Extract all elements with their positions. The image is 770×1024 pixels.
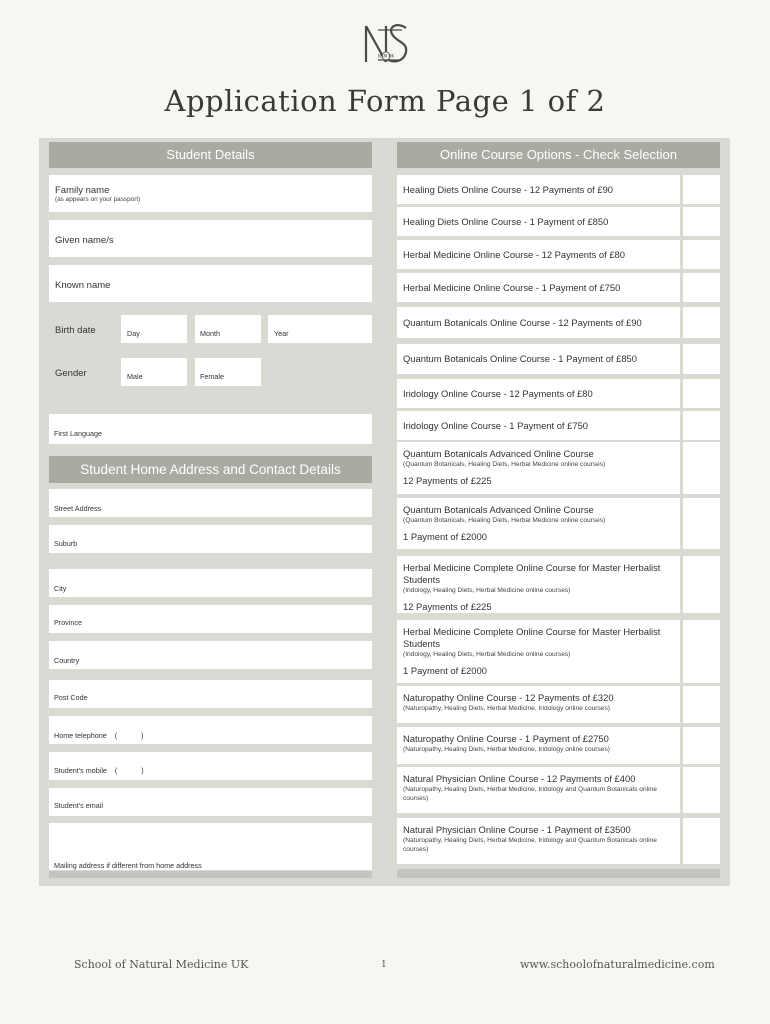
course-option bbox=[397, 686, 680, 723]
course-name: Healing Diets Online Course - 12 Payments of £90 bbox=[403, 184, 614, 195]
address-heading: Student Home Address and Contact Details bbox=[49, 456, 372, 483]
course-option bbox=[397, 344, 680, 374]
country-field[interactable] bbox=[49, 641, 372, 669]
post-code-field[interactable] bbox=[49, 680, 372, 708]
course-select-checkbox[interactable] bbox=[683, 442, 720, 494]
course-includes: (Naturopathy, Healing Diets, Herbal Medicine, Iridology online courses) bbox=[403, 746, 610, 753]
course-option bbox=[397, 727, 680, 764]
course-includes: (Iridology, Healing Diets, Herbal Medicine online courses) bbox=[403, 587, 571, 594]
course-name: Natural Physician Online Course - 12 Payments of £400 bbox=[403, 773, 636, 784]
course-select-checkbox[interactable] bbox=[683, 727, 720, 764]
course-option bbox=[397, 556, 680, 613]
course-option bbox=[397, 240, 680, 269]
suburb-label: Suburb bbox=[54, 539, 78, 548]
given-names-label: Given name/s bbox=[55, 235, 114, 246]
province-label: Province bbox=[54, 618, 82, 627]
gender-label: Gender bbox=[55, 368, 87, 379]
course-select-checkbox[interactable] bbox=[683, 767, 720, 813]
course-name: Iridology Online Course - 12 Payments of £80 bbox=[403, 388, 593, 399]
course-select-checkbox[interactable] bbox=[683, 240, 720, 269]
known-name-label: Known name bbox=[55, 280, 111, 291]
street-address-label: Street Address bbox=[54, 504, 102, 513]
course-option bbox=[397, 379, 680, 408]
suburb-field[interactable] bbox=[49, 525, 372, 553]
course-options-heading: Online Course Options - Check Selection bbox=[397, 142, 720, 168]
footer-page-number: 1 bbox=[381, 960, 387, 970]
logo-text: NSM UK bbox=[377, 53, 395, 59]
course-option bbox=[397, 411, 680, 440]
course-select-checkbox[interactable] bbox=[683, 818, 720, 864]
course-includes: (Quantum Botanicals, Healing Diets, Herbal Medicine online courses) bbox=[403, 517, 606, 524]
province-field[interactable] bbox=[49, 605, 372, 633]
course-select-checkbox[interactable] bbox=[683, 273, 720, 302]
home-telephone-label: Home telephone ( ) bbox=[54, 731, 144, 740]
course-name: Natural Physician Online Course - 1 Payment of £3500 bbox=[403, 824, 631, 835]
birth-date-label: Birth date bbox=[55, 325, 96, 336]
course-payment: 12 Payments of £225 bbox=[403, 601, 492, 612]
course-payment: 12 Payments of £225 bbox=[403, 475, 492, 486]
course-name: Quantum Botanicals Advanced Online Course bbox=[403, 504, 594, 515]
country-label: Country bbox=[54, 656, 80, 665]
student-details-heading: Student Details bbox=[49, 142, 372, 168]
mailing-address-label: Mailing address if different from home address bbox=[54, 861, 202, 870]
course-name: Healing Diets Online Course - 1 Payment of £850 bbox=[403, 216, 609, 227]
course-option bbox=[397, 175, 680, 204]
course-includes: (Iridology, Healing Diets, Herbal Medicine online courses) bbox=[403, 651, 571, 658]
course-select-checkbox[interactable] bbox=[683, 175, 720, 204]
mobile-label: Student's mobile ( ) bbox=[54, 766, 144, 775]
course-payment: 1 Payment of £2000 bbox=[403, 531, 487, 542]
course-option bbox=[397, 273, 680, 302]
course-select-checkbox[interactable] bbox=[683, 620, 720, 683]
course-name: Herbal Medicine Complete Online Course for Master Herbalist Students bbox=[403, 562, 661, 585]
course-name: Herbal Medicine Online Course - 1 Payment of £750 bbox=[403, 282, 621, 293]
month-label: Month bbox=[200, 329, 220, 338]
first-language-label: First Language bbox=[54, 429, 102, 438]
day-label: Day bbox=[127, 329, 140, 338]
course-select-checkbox[interactable] bbox=[683, 207, 720, 236]
course-name: Herbal Medicine Complete Online Course for Master Herbalist Students bbox=[403, 626, 661, 649]
course-option bbox=[397, 818, 680, 864]
course-option bbox=[397, 620, 680, 683]
female-label: Female bbox=[200, 372, 224, 381]
course-select-checkbox[interactable] bbox=[683, 556, 720, 613]
course-name: Herbal Medicine Online Course - 12 Payments of £80 bbox=[403, 249, 625, 260]
family-name-hint: (as appears on your passport) bbox=[55, 196, 141, 203]
course-name: Quantum Botanicals Online Course - 1 Payment of £850 bbox=[403, 353, 637, 364]
post-code-label: Post Code bbox=[54, 693, 88, 702]
course-includes: (Naturopathy, Healing Diets, Herbal Medicine, Iridology and Quantum Botanicals online courses) bbox=[403, 837, 657, 853]
course-option bbox=[397, 307, 680, 338]
course-select-checkbox[interactable] bbox=[683, 344, 720, 374]
family-name-label: Family name bbox=[55, 185, 110, 196]
footer-school-name: School of Natural Medicine UK bbox=[74, 958, 249, 971]
course-select-checkbox[interactable] bbox=[683, 411, 720, 440]
city-field[interactable] bbox=[49, 569, 372, 597]
course-option bbox=[397, 498, 680, 549]
email-label: Student's email bbox=[54, 801, 103, 810]
footer-website[interactable]: www.schoolofnaturalmedicine.com bbox=[520, 958, 715, 971]
male-label: Male bbox=[127, 372, 143, 381]
course-select-checkbox[interactable] bbox=[683, 686, 720, 723]
course-name: Quantum Botanicals Online Course - 12 Payments of £90 bbox=[403, 317, 642, 328]
right-bottom-strip bbox=[397, 869, 720, 878]
course-name: Quantum Botanicals Advanced Online Course bbox=[403, 448, 594, 459]
course-includes: (Quantum Botanicals, Healing Diets, Herbal Medicine online courses) bbox=[403, 461, 606, 468]
course-option bbox=[397, 442, 680, 494]
page-title: Application Form Page 1 of 2 bbox=[164, 84, 606, 118]
course-name: Naturopathy Online Course - 1 Payment of £2750 bbox=[403, 733, 609, 744]
year-label: Year bbox=[274, 329, 289, 338]
course-includes: (Naturopathy, Healing Diets, Herbal Medicine, Iridology and Quantum Botanicals online courses) bbox=[403, 786, 657, 802]
course-includes: (Naturopathy, Healing Diets, Herbal Medicine, Iridology online courses) bbox=[403, 705, 610, 712]
course-name: Naturopathy Online Course - 12 Payments of £320 bbox=[403, 692, 614, 703]
school-logo bbox=[358, 20, 414, 68]
left-bottom-strip bbox=[49, 871, 372, 878]
course-select-checkbox[interactable] bbox=[683, 379, 720, 408]
course-option bbox=[397, 767, 680, 813]
course-option bbox=[397, 207, 680, 236]
course-select-checkbox[interactable] bbox=[683, 498, 720, 549]
course-select-checkbox[interactable] bbox=[683, 307, 720, 338]
course-name: Iridology Online Course - 1 Payment of £750 bbox=[403, 420, 588, 431]
course-payment: 1 Payment of £2000 bbox=[403, 665, 487, 676]
city-label: City bbox=[54, 584, 67, 593]
